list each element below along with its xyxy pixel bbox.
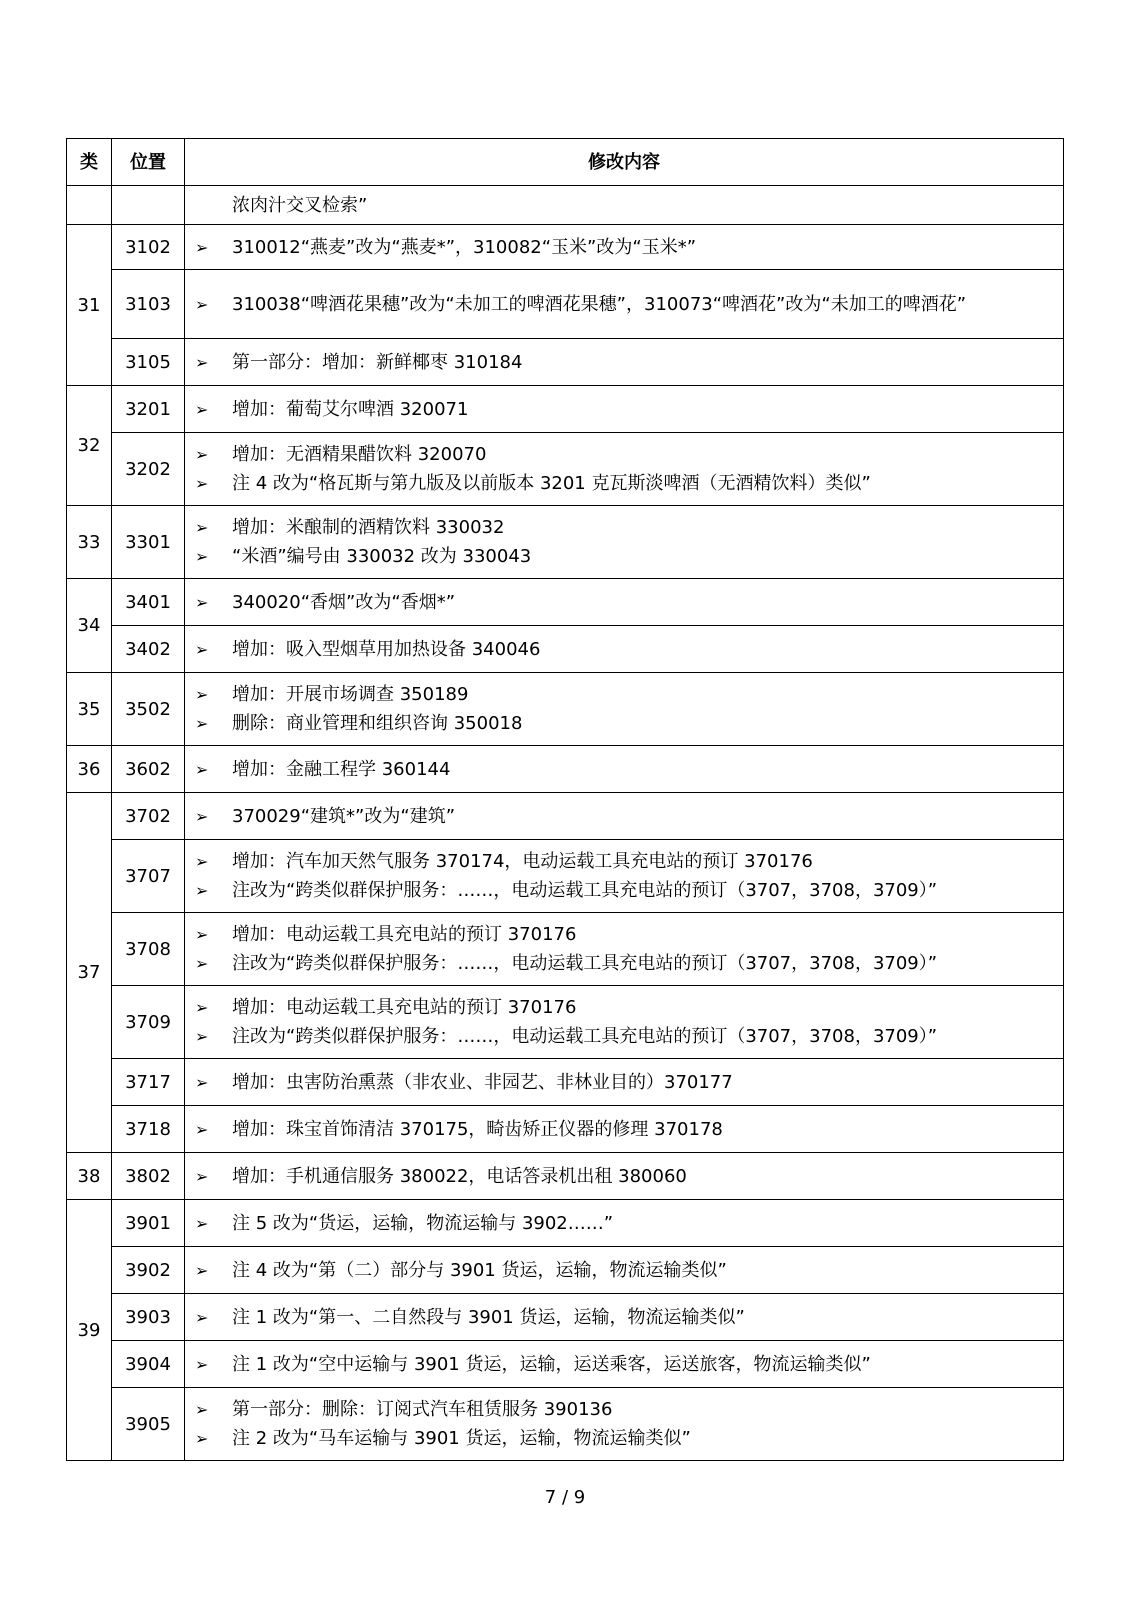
arrow-bullet-icon: ➢ bbox=[195, 445, 209, 464]
revision-text: 增加：吸入型烟草用加热设备 340046 bbox=[232, 638, 541, 660]
revision-item bbox=[195, 993, 1055, 1022]
position-cell: 3802 bbox=[112, 1153, 185, 1200]
table-row bbox=[67, 1341, 1064, 1388]
table-row bbox=[67, 986, 1064, 1059]
revision-text: 增加：电动运载工具充电站的预订 370176 bbox=[232, 924, 577, 945]
revision-item bbox=[195, 847, 1055, 876]
position-cell: 3901 bbox=[112, 1200, 185, 1247]
continuation-text: 浓肉汁交叉检索” bbox=[232, 194, 368, 216]
revision-text: 删除：商业管理和组织咨询 350018 bbox=[232, 713, 523, 734]
arrow-bullet-icon: ➢ bbox=[195, 352, 209, 372]
arrow-bullet-icon: ➢ bbox=[195, 639, 209, 659]
revision-item bbox=[195, 1256, 1055, 1285]
position-cell: 3903 bbox=[112, 1294, 185, 1341]
table-row bbox=[67, 1388, 1064, 1461]
revision-item bbox=[195, 1209, 1055, 1238]
revision-text: 增加：米酿制的酒精饮料 330032 bbox=[232, 517, 505, 538]
table-body bbox=[67, 186, 1064, 1461]
table-row bbox=[67, 746, 1064, 793]
arrow-bullet-icon: ➢ bbox=[195, 399, 209, 419]
arrow-bullet-icon: ➢ bbox=[195, 1400, 209, 1419]
arrow-bullet-icon: ➢ bbox=[195, 474, 209, 493]
revision-item bbox=[195, 635, 1055, 664]
revision-text: 注 4 改为“格瓦斯与第九版及以前版本 3201 克瓦斯淡啤酒（无酒精饮料）类似” bbox=[232, 473, 871, 494]
revision-item bbox=[195, 709, 1055, 738]
arrow-bullet-icon: ➢ bbox=[195, 547, 209, 566]
revision-item bbox=[195, 1022, 1055, 1051]
revision-text: 增加：开展市场调查 350189 bbox=[232, 684, 469, 705]
table-row bbox=[67, 1106, 1064, 1153]
position-cell: 3902 bbox=[112, 1247, 185, 1294]
revision-text: 340020“香烟”改为“香烟*” bbox=[232, 591, 456, 613]
class-cell: 32 bbox=[67, 386, 112, 506]
position-cell: 3202 bbox=[112, 433, 185, 506]
revision-text: 增加：珠宝首饰清洁 370175，畸齿矫正仪器的修理 370178 bbox=[232, 1118, 723, 1140]
revision-item bbox=[195, 802, 1055, 831]
arrow-bullet-icon: ➢ bbox=[195, 685, 209, 704]
class-cell: 34 bbox=[67, 579, 112, 673]
content-cell bbox=[185, 1388, 1064, 1461]
revision-item bbox=[195, 290, 1055, 319]
revision-text: 注 1 改为“空中运输与 3901 货运，运输，运送乘客，运送旅客，物流运输类似” bbox=[232, 1353, 871, 1375]
class-cell: 39 bbox=[67, 1200, 112, 1461]
arrow-bullet-icon: ➢ bbox=[195, 806, 209, 826]
revision-text: 310012“燕麦”改为“燕麦*”，310082“玉米”改为“玉米*” bbox=[232, 236, 697, 258]
content-cell bbox=[185, 986, 1064, 1059]
content-cell bbox=[185, 1153, 1064, 1200]
position-cell: 3708 bbox=[112, 913, 185, 986]
position-cell: 3905 bbox=[112, 1388, 185, 1461]
revision-text: 注改为“跨类似群保护服务：……，电动运载工具充电站的预订（3707，3708，3709）” bbox=[232, 880, 938, 901]
revision-item bbox=[195, 1303, 1055, 1332]
table-row bbox=[67, 386, 1064, 433]
revision-item bbox=[195, 920, 1055, 949]
revision-text: 第一部分：增加：新鲜椰枣 310184 bbox=[232, 351, 523, 373]
content-cell bbox=[185, 270, 1064, 339]
arrow-bullet-icon: ➢ bbox=[195, 1354, 209, 1374]
arrow-bullet-icon: ➢ bbox=[195, 954, 209, 973]
revision-text: 增加：无酒精果醋饮料 320070 bbox=[232, 444, 487, 465]
revision-item bbox=[195, 542, 1055, 571]
position-cell: 3707 bbox=[112, 840, 185, 913]
header-row bbox=[67, 139, 1064, 186]
page-number: 7 / 9 bbox=[544, 1487, 586, 1508]
table-row bbox=[67, 1059, 1064, 1106]
revision-text: 增加：金融工程学 360144 bbox=[232, 758, 451, 780]
table-row bbox=[67, 506, 1064, 579]
revision-text: 注改为“跨类似群保护服务：……，电动运载工具充电站的预订（3707，3708，3709）” bbox=[232, 953, 938, 974]
revision-text: “米酒”编号由 330032 改为 330043 bbox=[232, 546, 532, 567]
table-row bbox=[67, 1200, 1064, 1247]
revision-item bbox=[195, 469, 1055, 498]
revision-item bbox=[195, 1395, 1055, 1424]
arrow-bullet-icon: ➢ bbox=[195, 592, 209, 612]
empty-class-cell bbox=[67, 186, 112, 225]
revision-item bbox=[195, 1350, 1055, 1379]
revision-item bbox=[195, 1162, 1055, 1191]
table-row bbox=[67, 579, 1064, 626]
arrow-bullet-icon: ➢ bbox=[195, 852, 209, 871]
empty-position-cell bbox=[112, 186, 185, 225]
revision-text: 增加：汽车加天然气服务 370174，电动运载工具充电站的预订 370176 bbox=[232, 851, 813, 872]
table-row bbox=[67, 270, 1064, 339]
class-cell: 36 bbox=[67, 746, 112, 793]
revision-item bbox=[195, 348, 1055, 377]
arrow-bullet-icon: ➢ bbox=[195, 294, 209, 314]
content-cell bbox=[185, 913, 1064, 986]
position-cell: 3105 bbox=[112, 339, 185, 386]
content-cell bbox=[185, 840, 1064, 913]
position-cell: 3301 bbox=[112, 506, 185, 579]
revision-text: 增加：葡萄艾尔啤酒 320071 bbox=[232, 398, 469, 420]
revision-item bbox=[195, 755, 1055, 784]
revision-text: 增加：虫害防治熏蒸（非农业、非园艺、非林业目的）370177 bbox=[232, 1071, 733, 1093]
arrow-bullet-icon: ➢ bbox=[195, 1072, 209, 1092]
class-cell: 31 bbox=[67, 225, 112, 386]
content-cell bbox=[185, 1106, 1064, 1153]
revision-item bbox=[195, 588, 1055, 617]
arrow-bullet-icon: ➢ bbox=[195, 1119, 209, 1139]
revision-text: 第一部分：删除：订阅式汽车租赁服务 390136 bbox=[232, 1399, 613, 1420]
arrow-bullet-icon: ➢ bbox=[195, 1166, 209, 1186]
revision-item bbox=[195, 1115, 1055, 1144]
header-position: 位置 bbox=[112, 139, 185, 186]
content-cell bbox=[185, 579, 1064, 626]
arrow-bullet-icon: ➢ bbox=[195, 714, 209, 733]
content-cell bbox=[185, 225, 1064, 270]
continuation-cell bbox=[185, 186, 1064, 225]
revision-text: 370029“建筑*”改为“建筑” bbox=[232, 805, 456, 827]
revision-text: 注 2 改为“马车运输与 3901 货运，运输，物流运输类似” bbox=[232, 1428, 691, 1449]
content-cell bbox=[185, 1341, 1064, 1388]
arrow-bullet-icon: ➢ bbox=[195, 1213, 209, 1233]
header-content: 修改内容 bbox=[185, 139, 1064, 186]
position-cell: 3717 bbox=[112, 1059, 185, 1106]
content-cell bbox=[185, 339, 1064, 386]
header-class: 类 bbox=[67, 139, 112, 186]
revision-item bbox=[195, 440, 1055, 469]
arrow-bullet-icon: ➢ bbox=[195, 518, 209, 537]
continuation-row bbox=[67, 186, 1064, 225]
class-cell: 35 bbox=[67, 673, 112, 746]
revision-item bbox=[195, 395, 1055, 424]
table-row bbox=[67, 1247, 1064, 1294]
revision-text: 增加：电动运载工具充电站的预订 370176 bbox=[232, 997, 577, 1018]
revision-item bbox=[195, 949, 1055, 978]
table-row bbox=[67, 1294, 1064, 1341]
arrow-bullet-icon: ➢ bbox=[195, 925, 209, 944]
revision-text: 注改为“跨类似群保护服务：……，电动运载工具充电站的预订（3707，3708，3709）” bbox=[232, 1026, 938, 1047]
content-cell bbox=[185, 626, 1064, 673]
table-row bbox=[67, 673, 1064, 746]
arrow-bullet-icon: ➢ bbox=[195, 759, 209, 779]
class-cell: 38 bbox=[67, 1153, 112, 1200]
arrow-bullet-icon: ➢ bbox=[195, 881, 209, 900]
revision-item bbox=[195, 1424, 1055, 1453]
content-cell bbox=[185, 1294, 1064, 1341]
revision-item bbox=[195, 876, 1055, 905]
revision-item bbox=[195, 233, 1055, 262]
position-cell: 3904 bbox=[112, 1341, 185, 1388]
content-cell bbox=[185, 386, 1064, 433]
table-row bbox=[67, 433, 1064, 506]
content-cell bbox=[185, 673, 1064, 746]
position-cell: 3709 bbox=[112, 986, 185, 1059]
table-row bbox=[67, 626, 1064, 673]
arrow-bullet-icon: ➢ bbox=[195, 237, 209, 257]
content-cell bbox=[185, 506, 1064, 579]
table-row bbox=[67, 793, 1064, 840]
arrow-bullet-icon: ➢ bbox=[195, 1260, 209, 1280]
table-row bbox=[67, 225, 1064, 270]
table-row bbox=[67, 339, 1064, 386]
arrow-bullet-icon: ➢ bbox=[195, 1027, 209, 1046]
position-cell: 3402 bbox=[112, 626, 185, 673]
table-row bbox=[67, 1153, 1064, 1200]
revision-text: 310038“啤酒花果穗”改为“未加工的啤酒花果穗”，310073“啤酒花”改为“未加工的啤酒花” bbox=[232, 293, 967, 315]
revision-text: 增加：手机通信服务 380022，电话答录机出租 380060 bbox=[232, 1165, 687, 1187]
position-cell: 3718 bbox=[112, 1106, 185, 1153]
content-cell bbox=[185, 793, 1064, 840]
position-cell: 3201 bbox=[112, 386, 185, 433]
revision-text: 注 4 改为“第（二）部分与 3901 货运，运输，物流运输类似” bbox=[232, 1259, 727, 1281]
table-row bbox=[67, 840, 1064, 913]
table-row bbox=[67, 913, 1064, 986]
revision-item bbox=[195, 513, 1055, 542]
position-cell: 3702 bbox=[112, 793, 185, 840]
class-cell: 37 bbox=[67, 793, 112, 1153]
position-cell: 3602 bbox=[112, 746, 185, 793]
position-cell: 3102 bbox=[112, 225, 185, 270]
content-cell bbox=[185, 433, 1064, 506]
class-cell: 33 bbox=[67, 506, 112, 579]
arrow-bullet-icon: ➢ bbox=[195, 1307, 209, 1327]
revision-item bbox=[195, 1068, 1055, 1097]
arrow-bullet-icon: ➢ bbox=[195, 1429, 209, 1448]
revision-text: 注 1 改为“第一、二自然段与 3901 货运，运输，物流运输类似” bbox=[232, 1306, 745, 1328]
content-cell bbox=[185, 746, 1064, 793]
content-cell bbox=[185, 1200, 1064, 1247]
content-cell bbox=[185, 1059, 1064, 1106]
position-cell: 3401 bbox=[112, 579, 185, 626]
revision-item bbox=[195, 680, 1055, 709]
revision-text: 注 5 改为“货运，运输，物流运输与 3902……” bbox=[232, 1212, 614, 1234]
revision-table bbox=[66, 138, 1064, 1461]
position-cell: 3502 bbox=[112, 673, 185, 746]
content-cell bbox=[185, 1247, 1064, 1294]
arrow-bullet-icon: ➢ bbox=[195, 998, 209, 1017]
position-cell: 3103 bbox=[112, 270, 185, 339]
